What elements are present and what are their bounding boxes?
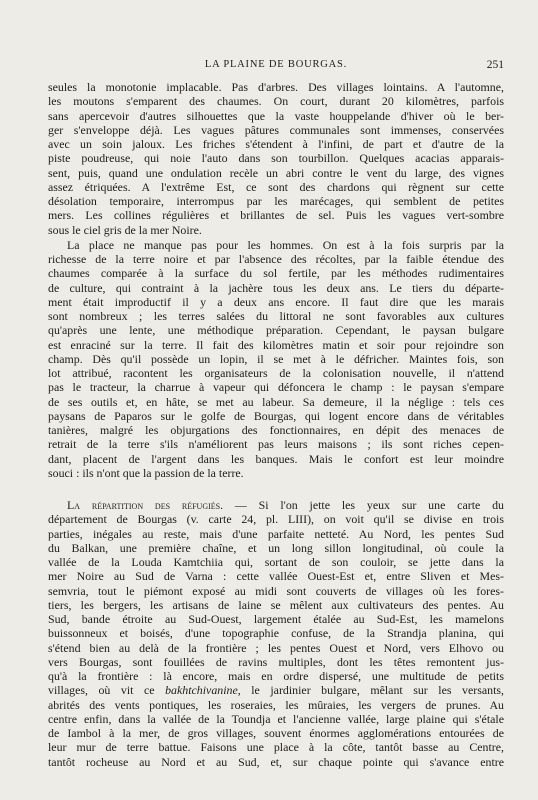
- text-line: qu'à la frontière : là encore, mais en ordre dispersé, une multitude de petits: [48, 669, 504, 683]
- text-line: paysans de Paparos sur le golfe de Bourgas, qui logent encore dans de véritables: [48, 408, 504, 423]
- text-line: pas le tracteur, la charrue à vapeur qui défoncera le champ : le paysan s'empare: [48, 380, 504, 395]
- section-first-line-text: — Si l'on jette les yeux sur une carte du: [223, 498, 504, 512]
- text-line: tanières, malgré les objurgations des fonctionnaires, en dépit des menaces de: [48, 423, 504, 437]
- text-line: chaumes comparée à la surface du sol fertile, par les méthodes rudimentaires: [48, 266, 504, 281]
- text-line: avec un soin jaloux. Les friches s'étendent à l'infini, de part et d'autre de la: [48, 137, 504, 151]
- text-line: est enraciné sur la terre. Il fait des kilomètres matin et soir pour rejoindre son: [48, 337, 504, 352]
- text-line: assez étriquées. A l'extrême Est, ce sont des chardons qui règnent sur cette: [48, 179, 504, 194]
- text-fragment: villages, où vit ce: [48, 683, 166, 698]
- text-line: Sud, bande étroite au Sud-Ouest, largement étalée au Sud-Est, les mamelons: [48, 612, 504, 626]
- text-line: s'étend bien au delà de la frontière ; les pentes Ouest et Nord, vers Elhovo ou: [48, 640, 504, 655]
- italic-term: bakhtchivanine: [165, 683, 238, 698]
- text-line: les moutons s'emparent des chaumes. On court, durant 20 kilomètres, parfois: [48, 94, 504, 109]
- text-line: mer Noire au Sud de Varna : cette vallée Ouest-Est et, entre Sliven et Mes-: [48, 569, 504, 584]
- text-line: tiers, les bergers, les artisans de laine se mêlent aux cultivateurs des pentes. Au: [48, 597, 504, 612]
- text-line: sans apercevoir d'autres silhouettes que la vaste houppelande d'hiver où le ber-: [48, 108, 504, 123]
- text-line: vers Bourgas, sont fouillées de ravins multiples, dont les têtes remontent jus-: [48, 654, 504, 669]
- running-title: LA PLAINE DE BOURGAS.: [204, 59, 348, 70]
- text-line: de Iambol à la mer, de gros villages, souvent énormes agglomérations entourées de: [48, 726, 504, 740]
- text-line: souci : ils n'ont que la passion de la terre.: [48, 465, 244, 480]
- section-heading: La répartition des réfugiés.: [67, 498, 224, 512]
- page-header: [48, 59, 504, 73]
- text-line: de culture, qui contraint à la jachère tous les deux ans. Le tiers du départe-: [48, 280, 504, 295]
- text-line: abrités des vents pontiques, les roseraies, les mûraies, les vergers de prunes. Au: [48, 697, 504, 712]
- section-first-line: [48, 498, 504, 512]
- text-line: lot attribué, racontent les organisateurs de la colonisation nouvelle, il n'attend: [48, 366, 504, 380]
- text-line: seules la monotonie implacable. Pas d'arbres. Des villages lointains. A l'automne,: [48, 80, 504, 94]
- text-line: de ses outils et, en hâte, se met au labeur. Sa demeure, il la néglige : tels ces: [48, 394, 504, 409]
- text-line: qu'après une lente, une méthodique préparation. Cependant, le paysan bulgare: [48, 323, 504, 338]
- text-line: centre enfin, dans la vallée de la Toundja et l'ancienne vallée, large plaine qui s'étale: [48, 711, 504, 726]
- text-line: désolation temporaire, interrompus par les marécages, qui semblent de petites: [48, 194, 504, 208]
- page-number: 251: [486, 59, 504, 71]
- text-line: piste poudreuse, qui noie l'auto dans son tourbillon. Quelques acacias apparais-: [48, 151, 504, 166]
- text-line: richesse de la terre noire et par l'absence des récoltes, par la faible étendue des: [48, 252, 504, 266]
- text-line: mers. Les collines régulières et brillantes de sel. Puis les vagues vert-sombre: [48, 208, 504, 223]
- text-line: leur mur de terre battue. Faisons une place à la côte, tantôt basse au Centre,: [48, 740, 504, 755]
- text-line: sont nombreux ; les terres salées du littoral ne sont favorables aux cultures: [48, 309, 504, 323]
- text-line: champ. Dès qu'il possède un lopin, il se met à le défricher. Maintes fois, son: [48, 351, 504, 366]
- text-line-with-italic: [48, 683, 504, 697]
- text-line: dant, placent de l'argent dans les banques. Mais le confort est leur moindre: [48, 451, 504, 466]
- text-line: département de Bourgas (v. carte 24, pl. LIII), on voit qu'il se divise en trois: [48, 512, 504, 527]
- text-line: ment était improductif il y a deux ans encore. Il faut dire que les marais: [48, 294, 504, 309]
- text-line: semvria, tout le piémont exposé au midi sont couverts de villages où les fores-: [48, 583, 504, 598]
- text-line: sous le ciel gris de la mer Noire.: [48, 222, 202, 237]
- text-line: du Balkan, une première chaîne, et un long sillon longitudinal, où coule la: [48, 540, 504, 555]
- text-line: sent, puis, quand une ondulation recèle un abri contre le vent du large, des vignes: [48, 165, 504, 180]
- section-repartition-refugies: [48, 498, 504, 769]
- text-line: vallée de la Louda Kamtchiia qui, sortant de son couloir, se jette dans la: [48, 555, 504, 569]
- text-line: retrait de la terre s'ils n'améliorent pas leurs maisons ; ils sont riches cepen-: [48, 437, 504, 452]
- text-line: parties, inégales au reste, mais d'une parfaite netteté. Au Nord, les pentes Sud: [48, 526, 504, 541]
- paragraph-hommes: [48, 238, 504, 480]
- text-line: tantôt rocheuse au Nord et au Sud, et, sur chaque pointe qui s'avance entre: [48, 754, 504, 769]
- text-line: ger s'enveloppe déjà. Les vagues pâtures communales sont immenses, conservées: [48, 122, 504, 137]
- text-fragment: , le jardinier bulgare, mêlant sur les versants,: [237, 683, 504, 698]
- text-line: buissonneux et boisés, d'une topographie confuse, de la Strandja planina, qui: [48, 626, 504, 641]
- page-body: [48, 80, 504, 769]
- paragraph-monotonie: [48, 80, 504, 237]
- text-line: La place ne manque pas pour les hommes. On est à la fois surpris par la: [67, 237, 504, 252]
